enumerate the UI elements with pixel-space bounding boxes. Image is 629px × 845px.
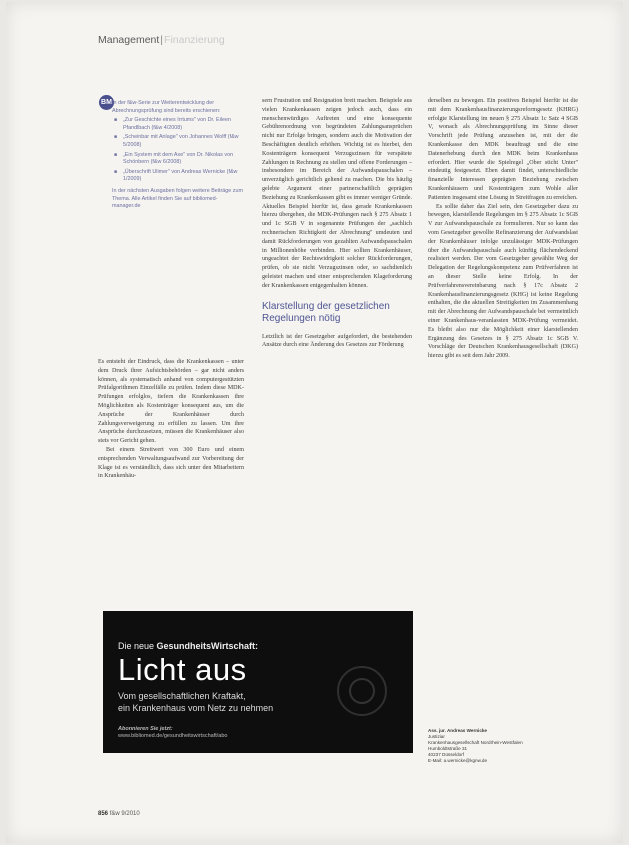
journal-issue: f&w 9/2010 [109, 811, 140, 817]
page-header [98, 34, 225, 46]
author-line: Justiziar [428, 734, 445, 739]
header-separator: | [160, 34, 164, 46]
ad-call-to-action[interactable] [118, 726, 227, 740]
header-subsection: Finanzierung [164, 34, 225, 46]
article-column-3 [428, 97, 578, 361]
author-box [428, 728, 578, 764]
sidebar-outro: In der nächsten Ausgaben folgen weitere Beiträge zum Thema. Alle Artikel finden Sie auf bibliomed-manager.de [112, 187, 243, 210]
paragraph: Es sollte daher das Ziel sein, den Gesetzgeber dazu zu bewegen, klarstellende Regelungen im § 275 Absatz 1c SGB V zur Aufwandspauschale zu formulieren. Nur so kann das vom Gesetzgeber gewollte Refinanzierung der Aufwandslast der Krankenhäuser infolge unzulässiger MDK-Prüfungen über die Aufwandspauschale auch künftig flächendeckend realisiert werden. Der vom Gesetzgeber gewählte Weg der Delegation der Regelungskompetenz zum Prüfverfahren ist an dieser Stelle keine Erfolg. In der Prüfverfahrensvereinbarung nach § 17c Absatz 2 Krankenhausfinanzierungsgesetz (KHG) ist keine Regelung enthalten, die die aktuellen Streitigkeiten im Zusammenhang mit der Abrechnung der Aufwandspauschale bei vermeintlich einer Krankenhaus-veranlassten MDK-Prüfung vermeidet. Es bleibt also nur die Möglichkeit einer klarstellenden Ergänzung des Gesetzes in § 275 Absatz 1c SGB V. Vorschläge der Deutschen Krankenhausgesellschaft (DKG) hierzu gibt es seit dem Jahr 2009. [428, 203, 578, 360]
article-column-2 [262, 97, 412, 350]
author-line: Humboldtstraße 31 [428, 746, 468, 751]
sidebar-item: ■ „Ein System mit dem Axe" von Dr. Nikolas von Schönbern (f&w 6/2008) [112, 152, 244, 167]
article-column-1 [98, 358, 244, 481]
author-line: Krankenhausgesellschaft Nordrhein-Westfalen [428, 740, 523, 745]
paragraph: Bei einem Streitwert von 300 Euro und einem entsprechenden Verwaltungsaufwand zur Vorbereitung der Klage ist es verständlich, dass sich unter den Mitarbeitern in Krankenhäu- [98, 446, 244, 480]
ad-emblem-inner-icon [349, 678, 375, 704]
advertisement-banner[interactable] [103, 611, 413, 753]
paragraph: Es entsteht der Eindruck, dass die Krankenkassen – unter dem Druck ihrer Aufsichtsbehörden – gar nicht anders können, als systematisch anhand von computergestützten Prüfalgorithmen Einzelfälle zu prüfen. Indem diese MDK-Prüfungen erfolglos, tiefern die Krankenkassen ihre Möglichkeiten als Kostenträger konsequent aus, um die Ansprüche der Krankenhäuser durch Zahlungsverweigerung zu erfüllen zu lassen. Um ihre Ansprüche durchzusetzen, müssen die Krankenhäuser also stets vor Gericht gehen. [98, 359, 244, 445]
sidebar-item: ■ „Zur Geschichte eines Irrtums" von Dr. Eileen Pfandlbach (f&w 4/2008) [112, 117, 244, 132]
sidebar-intro: In der f&w-Serie zur Weiterentwicklung der Abrechnungsprüfung sind bereits erschienen: [112, 100, 221, 114]
sidebar-item: ■ „Scheinbar mit Anlage" von Johannes Wolff (f&w 5/2008) [112, 134, 244, 149]
page-footer [98, 811, 140, 817]
author-line: 40237 Düsseldorf [428, 752, 465, 757]
ad-brand-line: Die neue GesundheitsWirtschaft: [118, 641, 258, 651]
header-section: Management [98, 34, 160, 46]
ad-cta-label: Abonnieren Sie jetzt: [118, 726, 173, 732]
ad-headline: Licht aus [118, 652, 247, 687]
page-number: 856 [98, 811, 109, 817]
author-name: Ass. jur. Andreas Wernicke [428, 728, 487, 733]
sidebar-list [112, 117, 244, 184]
ad-brand: GesundheitsWirtschaft: [156, 641, 258, 651]
ad-tagline: Vom gesellschaftlichen Kraftakt, ein Krankenhaus vom Netz zu nehmen [118, 691, 274, 713]
paragraph: derselben zu bewegen. Ein positives Beispiel hierfür ist die mit dem Krankenhausfinanzierungsreformgesetz (KHRG) erfolgte Klarstellung im neuen § 275 Absatz 1c Satz 4 SGB V, wonach als Abrechnungsprüfung im Sinne dieser Vorschrift jede Prüfung anzusehen ist, mit der die Krankenkasse den MDK beauftragt und die eine Datenerhebung durch den MDK beim Krankenhaus erfordert. Hier wurde die Spielregel „Ober sticht Unter" eindeutig festgesetzt. Eben damit findet, unterschiedliche finanzielle Interessen geprägten Beziehung zwischen Krankenhäusern und Kostenträgern zum Wohle aller Patienten insgesamt eine Lösung in Streitfragen zu erreichen. [428, 98, 578, 201]
series-sidebar [112, 100, 244, 213]
paragraph: sern Frustration und Resignation breit machen. Beispiele aus vielen Krankenkassen zeigen jedoch auch, dass ein menschenwürdiges Auftreten und eine konsequente Gebührenordnung von begründeten Zahlungsansprüchen nicht nur Erfolge bringen, sondern auch die Motivation der Beschäftigten deutlich erhöhen. Wichtig ist es hierbei, den Kostenträgern konsequent Verzugszinsen für verspätete Zahlungen in Rechnung zu stellen und offene Forderungen – insbesondere im Bereich der Aufwandspauschalen – unverzüglich gerichtlich geltend zu machen. Die bis häufig gelebte Argument einer partnerschaftlich geprägten Beziehung zu Krankenkassen gibt es immer weniger Gründe. Aktuelles Beispiel hierfür ist, dass gerade Krankenkassen hierzu übergehen, die MDK-Prüfungen nach § 275 Absatz 1 und 1c SGB V in sogenannte Prüfungen der „sachlich rechnerischen Richtigkeit der Abrechnung" umdeuten und damit Rückforderungen von gezahlten Aufwandspauschalen in Millionenhöhe verbinden. Hier sollten Krankenhäuser, ungeachtet der Rechtswidrigkeit solcher Rückforderungen, prüfen, ob sie nicht Verzugszinsen oder, so sachdienlich geleistet machen und einer entsprechenden Klageforderung der Krankenkassen entgegenhalten können. [262, 98, 412, 289]
author-email: E-Mail: a.wernicke@kgnw.de [428, 758, 488, 763]
section-subheading: Klarstellung der gesetzlichen Regelungen nötig [262, 300, 390, 324]
paragraph: Letztlich ist der Gesetzgeber aufgefordert, die bestehenden Ansätze durch eine Änderung des Gesetzes zur Förderung [262, 333, 412, 349]
ad-cta-url[interactable]: www.bibliomed.de/gesundheitswirtschaft/abo [118, 733, 228, 739]
sidebar-item: ■ „Überschrift Ulimer" von Andreas Wernicke (f&w 1/2009) [112, 169, 244, 184]
bm-logo-icon: BM [99, 95, 114, 110]
